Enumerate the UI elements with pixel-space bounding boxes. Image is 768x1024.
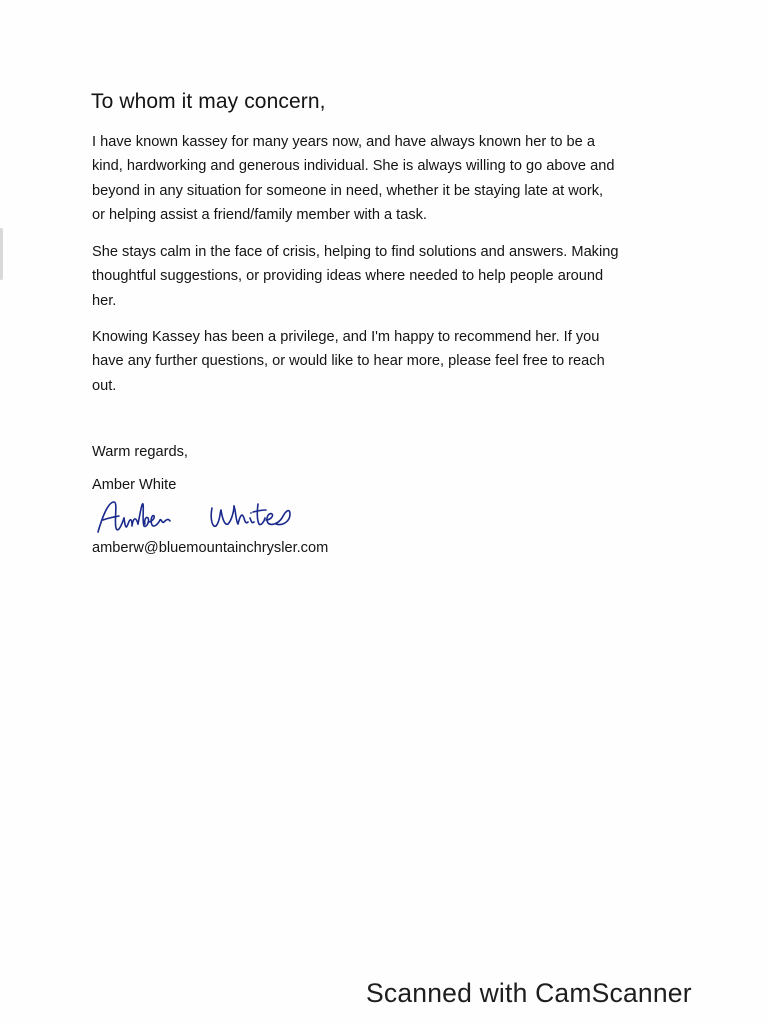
paragraph-line: I have known kassey for many years now, and have always known her to be a (92, 134, 595, 150)
signer-name: Amber White (92, 477, 177, 493)
scan-edge-mark (0, 228, 3, 280)
paragraph-line: She stays calm in the face of crisis, helping to find solutions and answers. Making (92, 244, 619, 260)
paragraph-line: kind, hardworking and generous individual. She is always willing to go above and (92, 158, 615, 175)
paragraph-line: thoughtful suggestions, or providing ideas where needed to help people around (92, 268, 604, 285)
paragraph-line: her. (92, 292, 117, 309)
paragraph-2 (92, 240, 692, 313)
paragraph-line: have any further questions, or would like to hear more, please feel free to reach (92, 353, 605, 370)
signer-email: amberw@bluemountainchrysler.com (92, 540, 329, 556)
paragraph-1 (92, 130, 692, 228)
paragraph-line: out. (92, 377, 117, 394)
camscanner-watermark: Scanned with CamScanner (366, 978, 692, 1008)
paragraph-line: or helping assist a friend/family member with a task. (92, 207, 427, 224)
closing-line: Warm regards, (92, 444, 188, 460)
paragraph-line: beyond in any situation for someone in need, whether it be staying late at work, (92, 182, 604, 199)
handwritten-signature (92, 494, 302, 540)
salutation: To whom it may concern, (91, 90, 326, 113)
paragraph-line: Knowing Kassey has been a privilege, and I'm happy to recommend her. If you (92, 329, 600, 345)
paragraph-3 (92, 325, 692, 398)
